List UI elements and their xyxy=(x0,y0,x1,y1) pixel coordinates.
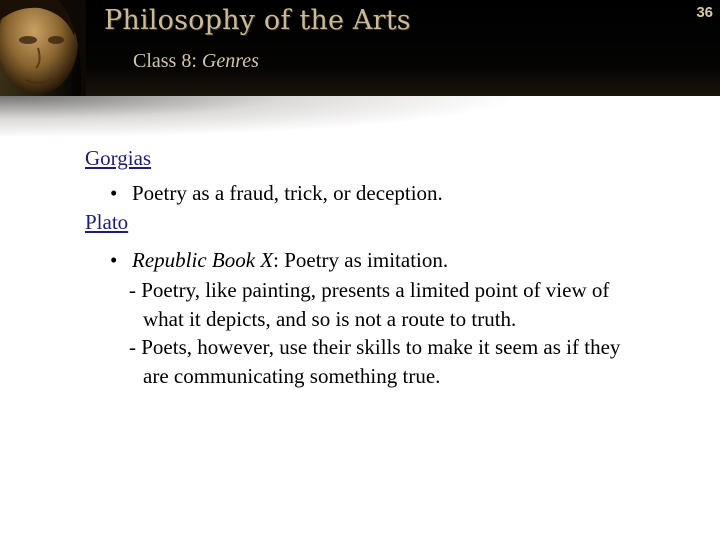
plato-point-text: : Poetry as imitation. xyxy=(273,248,449,272)
bullet-icon: • xyxy=(110,181,118,205)
plato-work-title: Republic Book X xyxy=(132,248,274,272)
heading-plato[interactable]: Plato xyxy=(85,210,129,234)
course-title: Philosophy of the Arts xyxy=(104,5,411,36)
plato-subpoint-1-line-2: what it depicts, and so is not a route to truth. xyxy=(143,307,517,331)
class-topic: Genres xyxy=(201,50,259,72)
bullet-icon: • xyxy=(110,248,118,272)
heading-gorgias[interactable]: Gorgias xyxy=(85,146,152,170)
gorgias-point-text: Poetry as a fraud, trick, or deception. xyxy=(132,181,443,205)
class-label: Class 8: xyxy=(133,50,202,72)
plato-subpoint-2-line-2: are communicating something true. xyxy=(143,364,441,388)
bullet-plato-point xyxy=(110,247,448,273)
bullet-gorgias-point xyxy=(110,180,443,206)
plato-subpoint-1-line-1: - Poetry, like painting, presents a limited point of view of xyxy=(129,278,610,302)
plato-subpoint-2-line-1: - Poets, however, use their skills to make it seem as if they xyxy=(129,335,621,359)
slide-number: 36 xyxy=(696,4,713,21)
